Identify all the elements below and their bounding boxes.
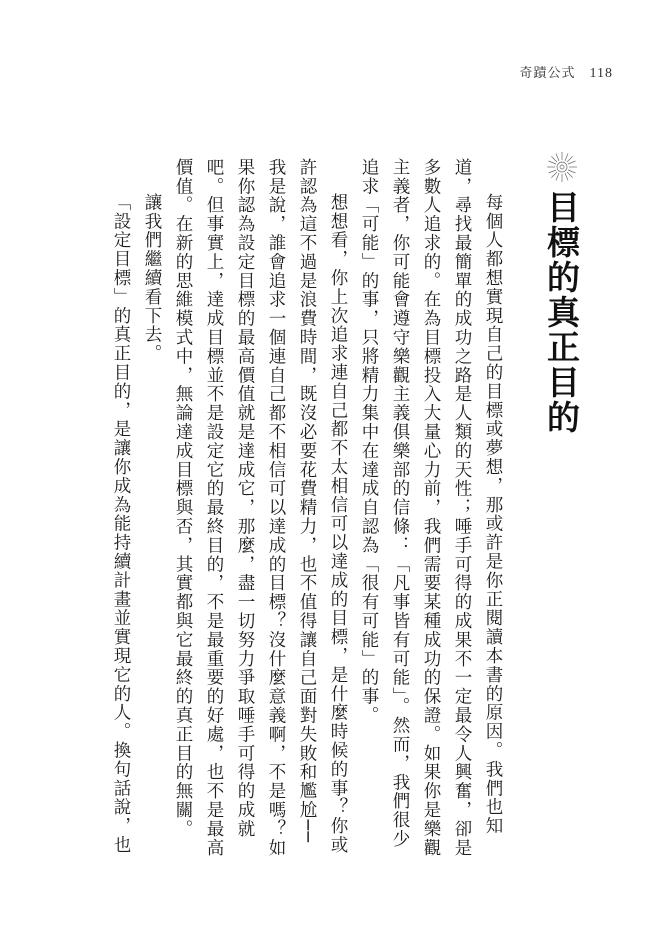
chapter-title: 目標的真正目的 [542, 190, 581, 435]
paragraph: 想想看，你上次追求連自己都不太相信可以達成的目標，是什麼時候的事？你或許認為這不過是浪費時間，既沒必要花費精力，也不值得讓自己面對失敗和尷尬──我是說，誰會追求一個連自己都不相信可以達成的目標？沒什麼意義啊，不是嗎？如果你認為設定目標的最高價值就是達成它，那麼，盡一切努力爭取唾手可得的成就吧。但事實上，達成目標並不是設定它的最終目的，不是最重要的好處，也不是最高價值。在新的思維模式中，無論達成目標與否，其實都與它最終的真正目的無關。 [173, 158, 348, 858]
flower-ornament-icon [545, 150, 579, 184]
running-header [520, 62, 614, 82]
paragraph: 讓我們繼續看下去。 [142, 193, 162, 364]
body-text [28, 158, 508, 858]
chapter-heading [538, 150, 585, 435]
book-title: 奇蹟公式 [519, 66, 576, 81]
paragraph: 每個人都想實現自己的目標或夢想，那或許是你正閱讀本書的原因。我們也知道，尋找最簡單的成功之路是人類的天性；唾手可得的成果不一定最令人興奮，卻是多數人追求的。在為目標投入大量心力前，我們需要某種成功的保證。如果你是樂觀主義者，你可能會遵守樂觀主義俱樂部的信條：「凡事皆有可能」。然而，我們很少追求「可能」的事，只將精力集中在達成自認為「很有可能」的事。 [359, 158, 503, 858]
paragraph: 「設定目標」的真正目的，是讓你成為能持續計畫並實現它的人。換句話說，也 [111, 193, 131, 855]
page-number: 118 [589, 66, 613, 81]
